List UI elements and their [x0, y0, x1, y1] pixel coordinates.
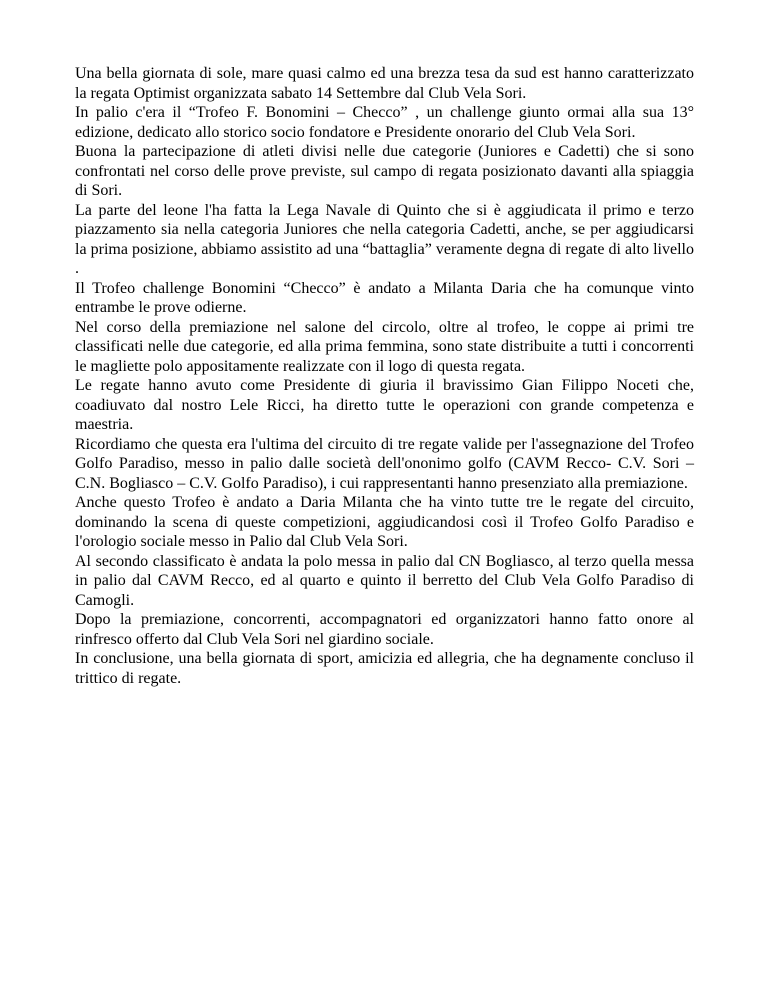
paragraph-lega-navale: La parte del leone l'ha fatta la Lega Navale di Quinto che si è aggiudicata il primo e terzo piazzamento sia nella categoria Juniores che nella categoria Cadetti, anche, se per aggiudicarsi la prima posizione, abbiamo assistito ad una “battaglia” veramente degna di regate di alto livello .	[75, 201, 694, 277]
paragraph-conclusione: In conclusione, una bella giornata di sport, amicizia ed allegria, che ha degnamente concluso il trittico di regate.	[75, 650, 694, 687]
article-body	[75, 64, 694, 688]
paragraph-challenge-winner: Il Trofeo challenge Bonomini “Checco” è andato a Milanta Daria che ha comunque vinto entrambe le prove odierne.	[75, 279, 694, 316]
paragraph-golfo-paradiso: Anche questo Trofeo è andato a Daria Milanta che ha vinto tutte tre le regate del circuito, dominando la scena di queste competizioni, aggiudicandosi così il Trofeo Golfo Paradiso e l'orologio sociale messo in Palio dal Club Vela Sori.	[75, 494, 694, 550]
paragraph-classificati: Al secondo classificato è andata la polo messa in palio dal CN Bogliasco, al terzo quella messa in palio dal CAVM Recco, ed al quarto e quinto il berretto del Club Vela Golfo Paradiso di Camogli.	[75, 552, 694, 609]
paragraph-circuito: Ricordiamo che questa era l'ultima del circuito di tre regate valide per l'assegnazione del Trofeo Golfo Paradiso, messo in palio dalle società dell'ononimo golfo (CAVM Recco- C.V. Sori – C.N. Bogliasco – C.V. Golfo Paradiso), i cui rappresentanti hanno presenziato alla premiazione.	[75, 435, 694, 492]
paragraph-giuria: Le regate hanno avuto come Presidente di giuria il bravissimo Gian Filippo Noceti che, coadiuvato dal nostro Lele Ricci, ha diretto tutte le operazioni con grande competenza e maestria.	[75, 377, 694, 433]
paragraph-premiazione: Nel corso della premiazione nel salone del circolo, oltre al trofeo, le coppe ai primi tre classificati nelle due categorie, ed alla prima femmina, sono state distribuite a tutti i concorrenti le magliette polo appositamente realizzate con il logo di questa regata.	[75, 318, 694, 375]
paragraph-trofeo-bonomini: In palio c'era il “Trofeo F. Bonomini – Checco” , un challenge giunto ormai alla sua 13° edizione, dedicato allo storico socio fondatore e Presidente onorario del Club Vela Sori.	[75, 104, 694, 141]
paragraph-rinfresco: Dopo la premiazione, concorrenti, accompagnatori ed organizzatori hanno fatto onore al rinfresco offerto dal Club Vela Sori nel giardino sociale.	[75, 611, 694, 648]
paragraph-intro: Una bella giornata di sole, mare quasi calmo ed una brezza tesa da sud est hanno caratterizzato la regata Optimist organizzata sabato 14 Settembre dal Club Vela Sori.	[75, 65, 694, 102]
paragraph-partecipazione: Buona la partecipazione di atleti divisi nelle due categorie (Juniores e Cadetti) che si sono confrontati nel corso delle prove previste, sul campo di regata posizionato davanti alla spiaggia di Sori.	[75, 143, 694, 199]
